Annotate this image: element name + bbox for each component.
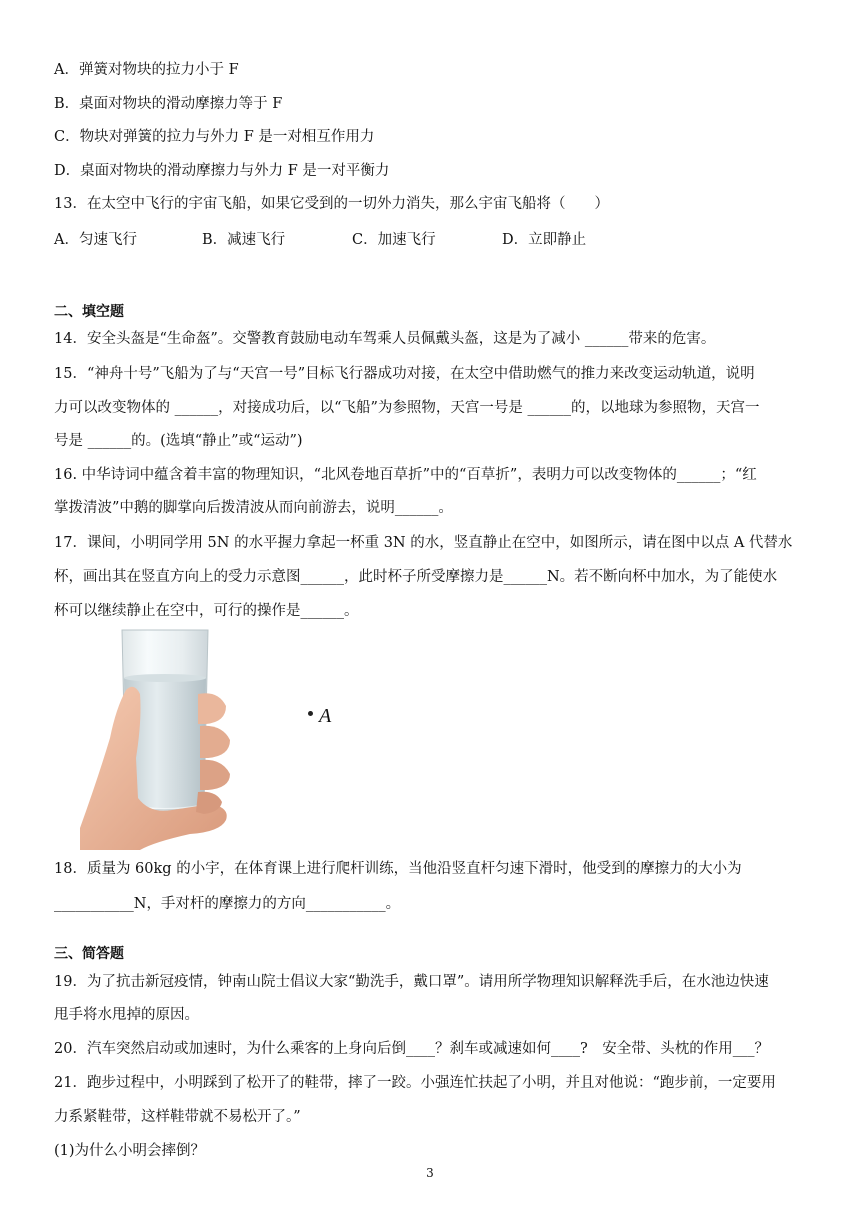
page-number: 3 [426, 1166, 434, 1180]
section-2-title: 二、填空题 [54, 304, 124, 320]
q13-options [54, 228, 814, 250]
q15-line-1: 15．“神舟十号”飞船为了与“天宫一号”目标飞行器成功对接，在太空中借助燃气的推力来改变运动轨道，说明 [54, 366, 755, 382]
q19-line-2: 甩手将水甩掉的原因。 [54, 1007, 199, 1023]
q13-option-a: A．匀速飞行 [54, 232, 137, 248]
question-20: 20．汽车突然启动或加速时，为什么乘客的上身向后倒____？刹车或减速如何____? 安全带、头枕的作用___？ [54, 1041, 769, 1057]
q13-option-b: B．减速飞行 [202, 232, 286, 248]
question-14: 14．安全头盔是“生命盔”。交警教育鼓励电动车驾乘人员佩戴头盔，这是为了减小 ______带来的危害。 [54, 331, 716, 347]
point-a-label: A [319, 705, 332, 727]
q18-line-2: ___________N，手对杆的摩擦力的方向___________。 [54, 896, 401, 912]
hand-holding-glass-figure [80, 628, 240, 850]
q19-line-1: 19．为了抗击新冠疫情，钟南山院士倡议大家“勤洗手，戴口罩”。请用所学物理知识解释洗手后，在水池边快速 [54, 974, 769, 990]
q17-line-2: 杯，画出其在竖直方向上的受力示意图______，此时杯子所受摩擦力是______N。若不断向杯中加水，为了能使水 [54, 569, 778, 585]
q13-stem: 13．在太空中飞行的宇宙飞船，如果它受到的一切外力消失，那么宇宙飞船将（ ） [54, 196, 609, 212]
q12-option-a: A．弹簧对物块的拉力小于 F [54, 62, 239, 78]
q18-line-1: 18．质量为 60kg 的小宇，在体育课上进行爬杆训练，当他沿竖直杆匀速下滑时，他受到的摩擦力的大小为 [54, 861, 742, 877]
q13-option-d: D．立即静止 [502, 232, 587, 248]
q12-option-b: B．桌面对物块的滑动摩擦力等于 F [54, 96, 283, 112]
section-3-title: 三、简答题 [54, 946, 124, 962]
q15-line-2: 力可以改变物体的 ______，对接成功后，以“飞船”为参照物，天宫一号是 ______的，以地球为参照物，天宫一 [54, 400, 760, 416]
q17-line-1: 17．课间，小明同学用 5N 的水平握力拿起一杯重 3N 的水，竖直静止在空中，如图所示，请在图中以点 A 代替水 [54, 535, 793, 551]
q13-option-c: C．加速飞行 [352, 232, 436, 248]
q17-line-3: 杯可以继续静止在空中，可行的操作是______。 [54, 603, 359, 619]
q16-line-1: 16. 中华诗词中蕴含着丰富的物理知识，“北风卷地百草折”中的“百草折”，表明力可以改变物体的______；“红 [54, 467, 757, 483]
q16-line-2: 掌拨清波”中鹅的脚掌向后拨清波从而向前游去，说明______。 [54, 500, 453, 516]
q15-line-3: 号是 ______的。(选填“静止”或“运动”) [54, 433, 303, 449]
q21-line-1: 21．跑步过程中，小明踩到了松开了的鞋带，摔了一跤。小强连忙扶起了小明，并且对他说：“跑步前，一定要用 [54, 1075, 776, 1091]
q21-sub-1: (1)为什么小明会摔倒？ [54, 1143, 206, 1159]
q12-option-d: D．桌面对物块的滑动摩擦力与外力 F 是一对平衡力 [54, 163, 390, 179]
q21-line-2: 力系紧鞋带，这样鞋带就不易松开了。” [54, 1109, 301, 1125]
point-a-dot [308, 711, 313, 716]
point-a-marker [308, 705, 331, 728]
q12-option-c: C．物块对弹簧的拉力与外力 F 是一对相互作用力 [54, 129, 375, 145]
